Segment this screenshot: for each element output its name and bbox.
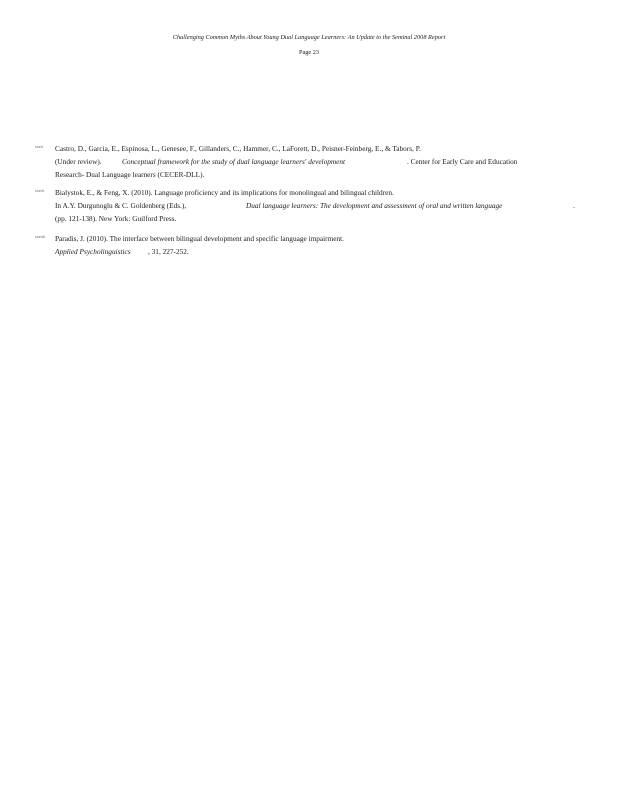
endnote-text: (Under review). xyxy=(55,157,102,166)
endnote-text: In A.Y. Durgunoglu & C. Goldenberg (Eds.), xyxy=(55,201,187,210)
endnote-journal: Applied Psycholinguistics xyxy=(55,247,131,256)
endnote-line: (pp. 121-138). New York: Guilford Press. xyxy=(55,214,177,223)
endnote-text: . Center for Early Care and Education xyxy=(407,157,518,166)
page-number: Page 23 xyxy=(298,49,320,56)
endnote-title: Dual language learners: The development and assessment of oral and written language xyxy=(246,201,503,210)
endnote-text: , 31, 227-252. xyxy=(148,247,189,256)
endnote-marker: xxxvi xyxy=(35,145,44,149)
endnote-line xyxy=(55,158,595,168)
endnote-text: . xyxy=(573,201,575,210)
endnote-line: Research- Dual Language learners (CECER-DLL). xyxy=(55,170,205,179)
endnote-line: Castro, D., Garcia, E., Espinosa, L., Genesee, F., Gillanders, C., Hammer, C., LaForett, D., Peisner-Feinberg, E., & Tabors, P. xyxy=(55,144,421,153)
endnote-line: Bialystok, E., & Feng, X. (2010). Language proficiency and its implications for monolingual and bilingual children. xyxy=(55,188,394,197)
running-header-title: Challenging Common Myths About Young Dual Language Learners: An Update to the Seminal 2008 Report xyxy=(172,34,446,41)
endnote-line xyxy=(55,202,595,212)
endnote-title: Conceptual framework for the study of dual language learners' development xyxy=(122,157,346,166)
endnote-marker: xxxvii xyxy=(35,189,45,193)
endnote-line xyxy=(55,248,595,258)
endnote-marker: xxxviii xyxy=(35,235,46,239)
endnote-line: Paradis, J. (2010). The interface between bilingual development and specific language impairment. xyxy=(55,234,345,243)
